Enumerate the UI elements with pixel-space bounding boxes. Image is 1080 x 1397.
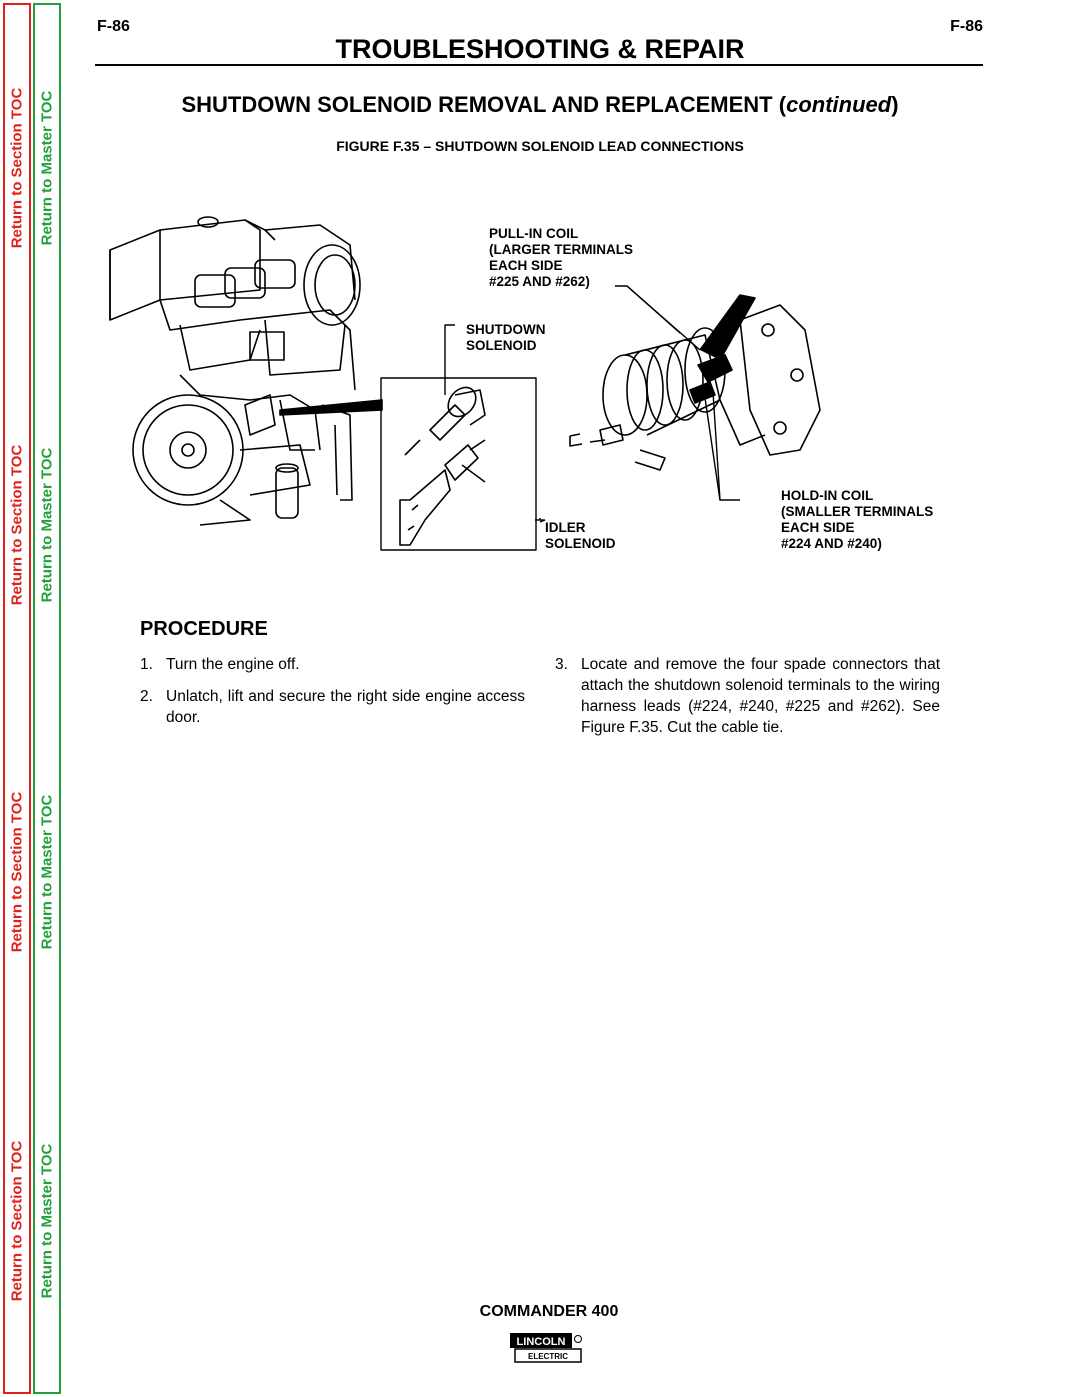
lincoln-electric-logo bbox=[509, 1332, 585, 1364]
solenoid-detail-drawing bbox=[570, 295, 820, 470]
procedure-heading: PROCEDURE bbox=[140, 618, 268, 640]
header-divider bbox=[95, 64, 983, 66]
page-number-left: F-86 bbox=[97, 18, 130, 35]
svg-text:LINCOLN: LINCOLN bbox=[516, 1336, 566, 1348]
callout-shutdown-solenoid: SHUTDOWN SOLENOID bbox=[466, 322, 546, 353]
master-toc-strip: Return to Master TOC Return to Master TOC Return to Master TOC Return to Master TOC bbox=[33, 3, 61, 1394]
procedure-step: 1. Turn the engine off. bbox=[140, 656, 300, 673]
page-title: TROUBLESHOOTING & REPAIR bbox=[335, 34, 745, 64]
inset-frame bbox=[381, 378, 536, 550]
callout-pull-in-coil: PULL-IN COIL (LARGER TERMINALS EACH SIDE #225 AND #262) bbox=[489, 226, 633, 289]
svg-text:ELECTRIC: ELECTRIC bbox=[528, 1352, 568, 1361]
engine-drawing bbox=[110, 217, 360, 525]
figure-caption: FIGURE F.35 – SHUTDOWN SOLENOID LEAD CONNECTIONS bbox=[336, 138, 744, 154]
page-number-right: F-86 bbox=[950, 18, 983, 35]
procedure-step: 2. Unlatch, lift and secure the right side engine access door. bbox=[140, 688, 525, 726]
callout-hold-in-coil: HOLD-IN COIL (SMALLER TERMINALS EACH SIDE #224 AND #240) bbox=[781, 488, 934, 551]
solenoid-pair-drawing bbox=[400, 382, 485, 545]
callout-idler-solenoid: IDLER SOLENOID bbox=[545, 520, 616, 551]
procedure-step: 3. Locate and remove the four spade connectors that attach the shutdown solenoid terminals to the wiring harness leads (#224, #240, #225 and #262). See Figure F.35. Cut the cable tie. bbox=[555, 656, 940, 736]
footer-model-name: COMMANDER 400 bbox=[479, 1303, 619, 1320]
section-title: SHUTDOWN SOLENOID REMOVAL AND REPLACEMENT (continued) bbox=[181, 92, 899, 117]
section-toc-strip: Return to Section TOC Return to Section TOC Return to Section TOC Return to Section TOC bbox=[3, 3, 31, 1394]
